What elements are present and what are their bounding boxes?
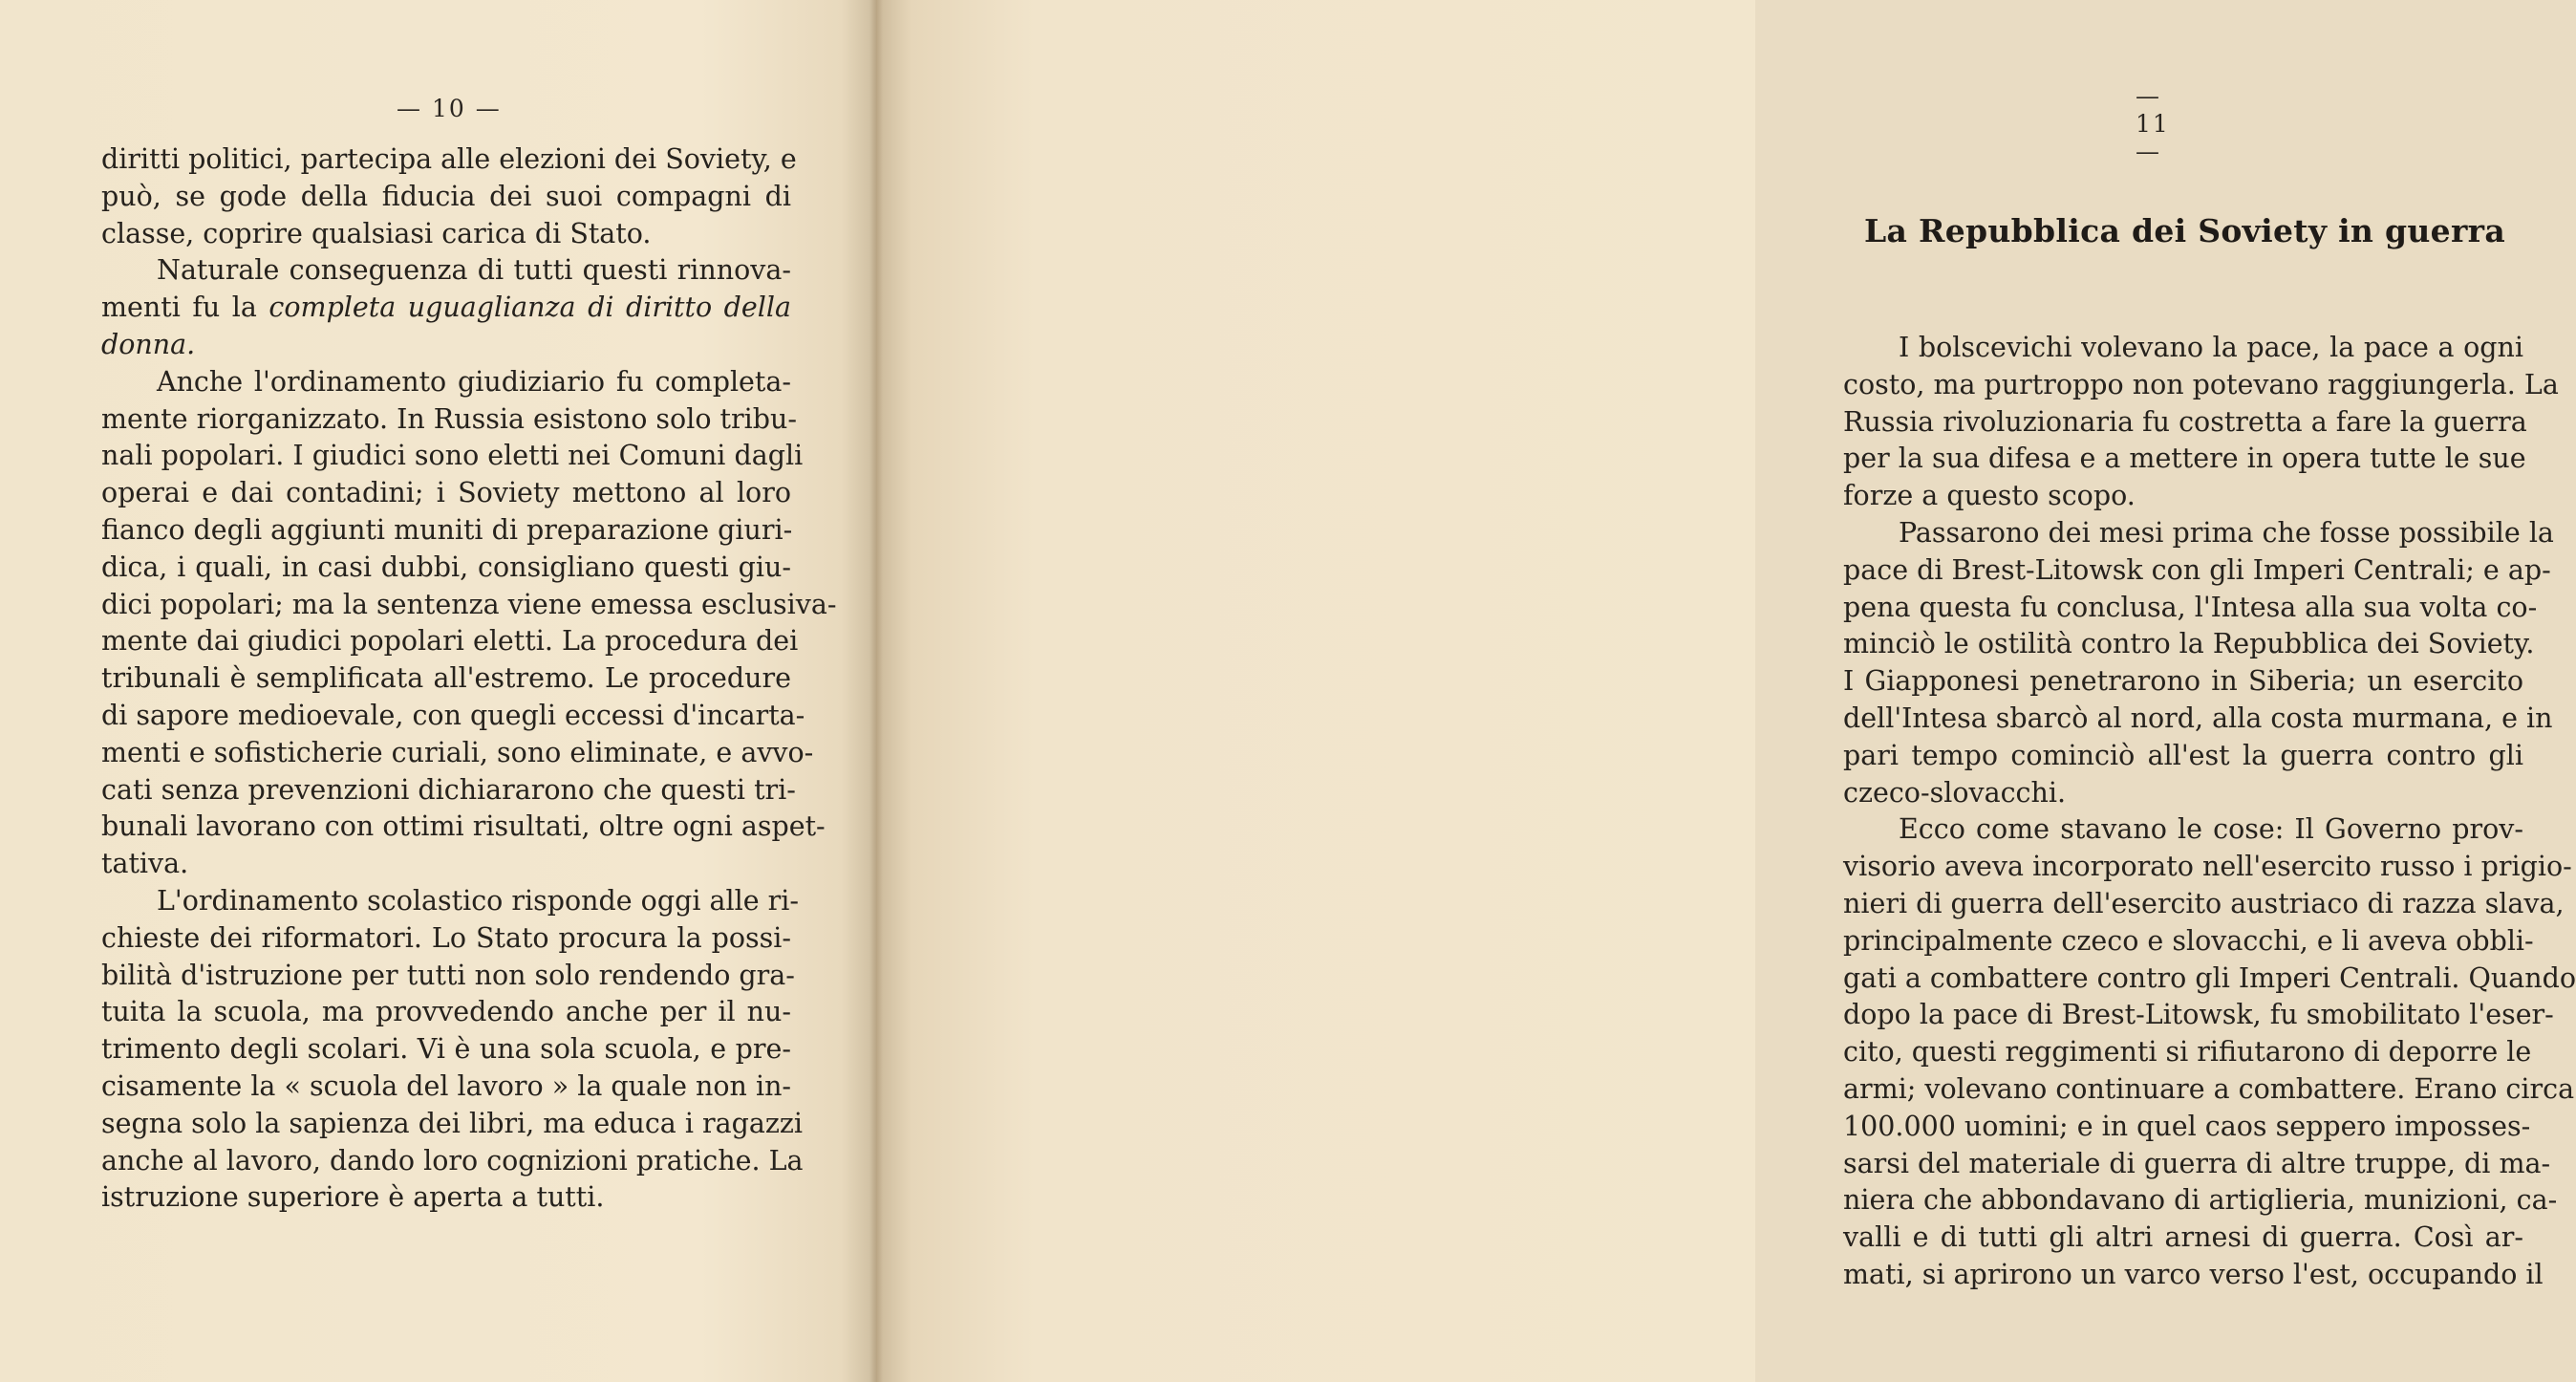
text-line: Naturale conseguenza di tutti questi rinnova- [157, 254, 791, 287]
text-line: tuita la scuola, ma provvedendo anche per il nu- [101, 996, 791, 1028]
text-line: menti e sofisticherie curiali, sono eliminate, e avvo- [101, 736, 814, 768]
text-line: gati a combattere contro gli Imperi Centrali. Quando [1843, 961, 2576, 994]
text-line: dopo la pace di Brest-Litowsk, fu smobilitato l'eser- [1843, 999, 2554, 1031]
text-line: per la sua difesa e a mettere in opera tutte le sue [1843, 443, 2526, 475]
text-line: Ecco come stavano le cose: Il Governo prov- [1899, 813, 2523, 846]
text-line: trimento degli scolari. Vi è una sola scuola, e pre- [101, 1033, 791, 1066]
text-line: Russia rivoluzionaria fu costretta a fare la guerra [1843, 405, 2527, 438]
text-line: nieri di guerra dell'esercito austriaco di razza slava, [1843, 887, 2565, 919]
book-gutter [869, 0, 883, 1382]
text-line: segna solo la sapienza dei libri, ma educa i ragazzi [101, 1107, 804, 1139]
page-number-right: — 11 — [2136, 82, 2170, 165]
text-line: mente riorganizzato. In Russia esistono solo tribu- [101, 402, 797, 435]
text-line: visorio aveva incorporato nell'esercito russo i prigio- [1843, 851, 2572, 883]
text-line: pena questa fu conclusa, l'Intesa alla sua volta co- [1843, 591, 2538, 623]
text-line: nali popolari. I giudici sono eletti nei Comuni dagli [101, 440, 804, 472]
text-line: mati, si aprirono un varco verso l'est, occupando il [1843, 1258, 2544, 1290]
left-page-body [101, 141, 837, 1217]
text-line: dell'Intesa sbarcò al nord, alla costa murmana, e in [1843, 702, 2553, 734]
page-number-left: — 10 — [397, 95, 502, 122]
right-page-body [1843, 330, 2576, 1294]
chapter-title: La Repubblica dei Soviety in guerra [1864, 212, 2506, 249]
text-line: classe, coprire qualsiasi carica di Stato. [101, 217, 652, 249]
text-line: cisamente la « scuola del lavoro » la quale non in- [101, 1069, 792, 1102]
text-line: di sapore medioevale, con quegli eccessi d'incarta- [101, 699, 805, 731]
text-line: diritti politici, partecipa alle elezioni dei Soviety, e [101, 143, 797, 175]
text-line: Passarono dei mesi prima che fosse possibile la [1899, 516, 2554, 549]
text-line: 100.000 uomini; e in quel caos seppero imposses- [1843, 1110, 2531, 1142]
text-line: dici popolari; ma la sentenza viene emessa esclusiva- [101, 588, 837, 620]
text-line: valli e di tutti gli altri arnesi di guerra. Così ar- [1843, 1221, 2523, 1254]
text-line: L'ordinamento scolastico risponde oggi alle ri- [157, 884, 800, 917]
text-line: czeco-slovacchi. [1843, 776, 2067, 809]
text-line: niera che abbondavano di artiglieria, munizioni, ca- [1843, 1184, 2558, 1217]
text-line: forze a questo scopo. [1843, 480, 2136, 512]
text-line: dica, i quali, in casi dubbi, consigliano questi giu- [101, 551, 791, 583]
text-line: armi; volevano continuare a combattere. Erano circa [1843, 1072, 2575, 1105]
text-line: istruzione superiore è aperta a tutti. [101, 1181, 605, 1214]
text-line: bilità d'istruzione per tutti non solo rendendo gra- [101, 959, 795, 991]
text-line: Anche l'ordinamento giudiziario fu completa- [157, 365, 791, 398]
left-page [0, 0, 876, 1382]
text-line: può, se gode della fiducia dei suoi compagni di [101, 180, 791, 212]
text-line: I bolscevichi volevano la pace, la pace a ogni [1899, 332, 2523, 363]
text-line: tativa. [101, 848, 189, 880]
text-line: mente dai giudici popolari eletti. La procedura dei [101, 625, 799, 658]
text-line: I Giapponesi penetrarono in Siberia; un esercito [1843, 665, 2523, 698]
text-line: fianco degli aggiunti muniti di preparazione giuri- [101, 513, 793, 546]
text-line: cati senza prevenzioni dichiararono che questi tri- [101, 773, 796, 806]
text-line: minciò le ostilità contro la Repubblica dei Soviety. [1843, 628, 2535, 660]
text-line: sarsi del materiale di guerra di altre truppe, di ma- [1843, 1147, 2551, 1179]
text-line: cito, questi reggimenti si rifiutarono di deporre le [1843, 1036, 2532, 1069]
text-line: menti fu la completa uguaglianza di diritto della [101, 292, 791, 324]
text-line: pace di Brest-Litowsk con gli Imperi Centrali; e ap- [1843, 553, 2551, 586]
text-line: costo, ma purtroppo non potevano raggiungerla. La [1843, 368, 2559, 400]
text-line: donna. [101, 328, 196, 360]
text-line: principalmente czeco e slovacchi, e li aveva obbli- [1843, 924, 2534, 957]
text-line: tribunali è semplificata all'estremo. Le procedure [101, 662, 791, 695]
text-line: anche al lavoro, dando loro cognizioni pratiche. La [101, 1144, 804, 1177]
text-line: operai e dai contadini; i Soviety mettono al loro [101, 477, 791, 509]
right-page [876, 0, 2576, 1382]
text-line: chieste dei riformatori. Lo Stato procura la possi- [101, 921, 791, 954]
text-line: bunali lavorano con ottimi risultati, oltre ogni aspet- [101, 810, 826, 843]
text-line: pari tempo cominciò all'est la guerra contro gli [1843, 739, 2523, 771]
